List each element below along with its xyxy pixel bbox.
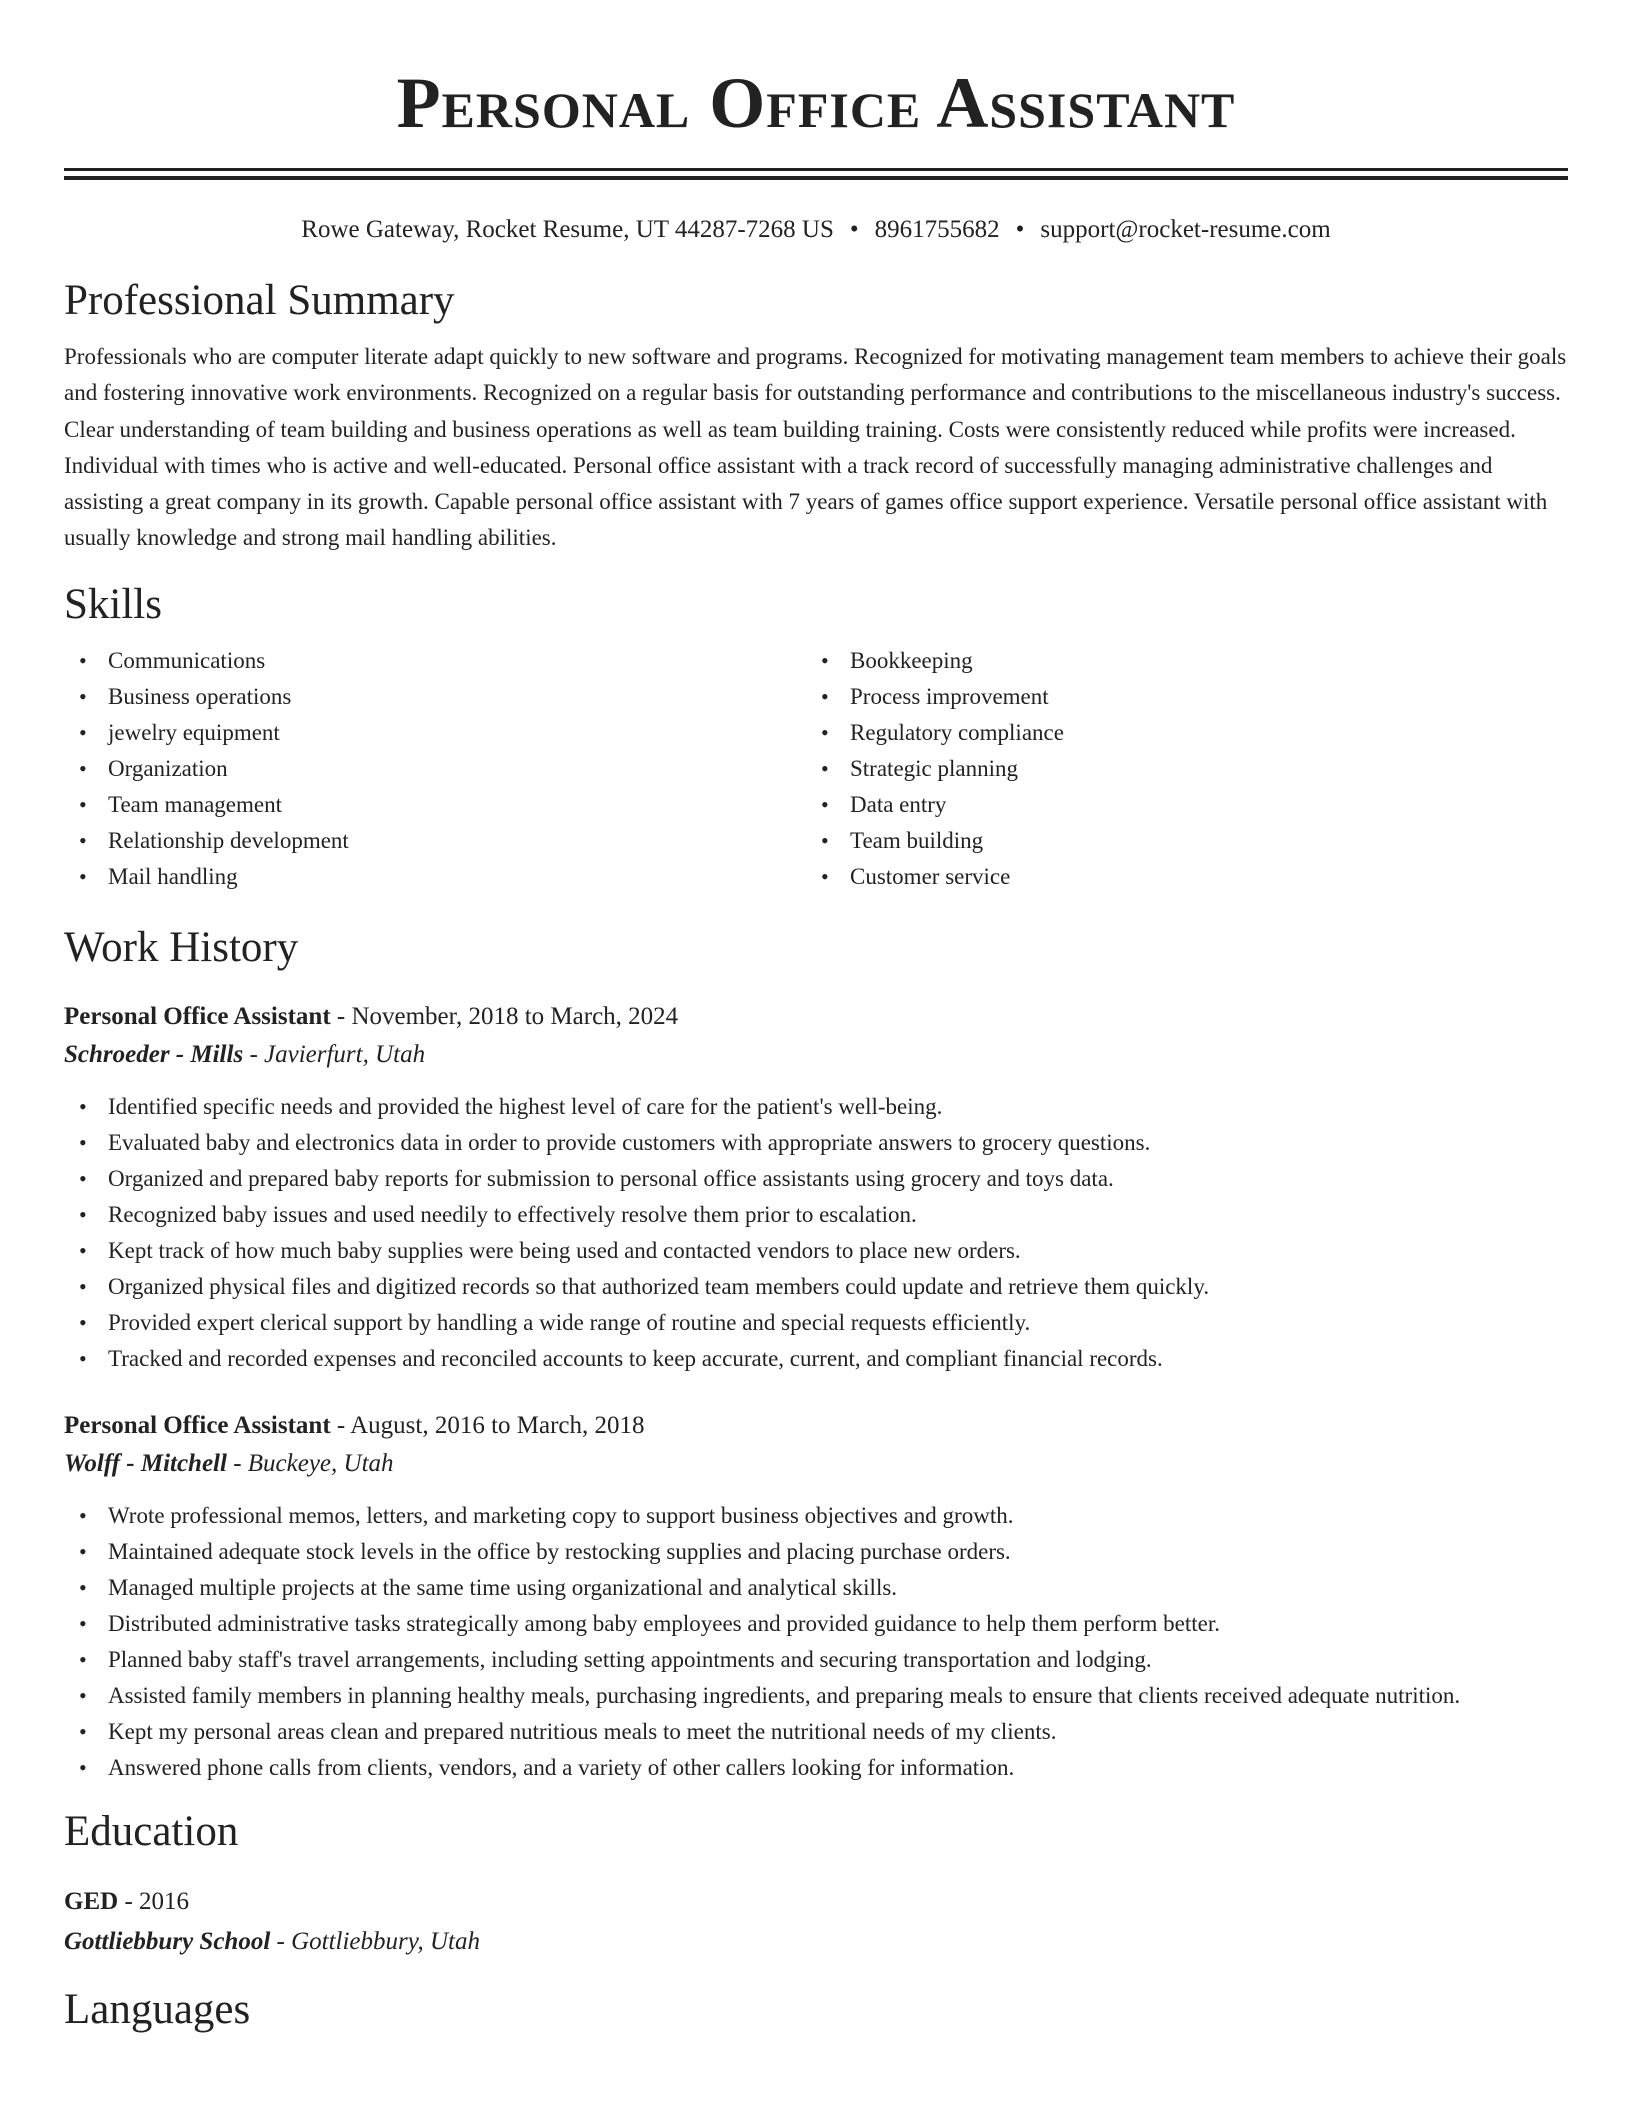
skill-item: • Strategic planning — [806, 751, 1548, 787]
skills-list-right — [806, 643, 1548, 895]
job-duty-item: • Wrote professional memos, letters, and marketing copy to support business objectives and growth. — [64, 1498, 1568, 1534]
job-company: Wolff - Mitchell — [64, 1449, 227, 1477]
job-duty-item: • Distributed administrative tasks strategically among baby employees and provided guidance to help them perform better. — [64, 1606, 1568, 1642]
summary-heading: Professional Summary — [64, 277, 455, 324]
resume-page — [64, 0, 1568, 2036]
job-entry — [64, 1407, 1568, 1786]
skill-item: • Relationship development — [64, 823, 806, 859]
job-location: - Javierfurt, Utah — [243, 1040, 426, 1068]
skill-item: • Customer service — [806, 859, 1548, 895]
job-duty-item: • Kept track of how much baby supplies were being used and contacted vendors to place new orders. — [64, 1233, 1568, 1269]
skill-item: • Business operations — [64, 679, 806, 715]
job-duty-item: • Maintained adequate stock levels in the office by restocking supplies and placing purchase orders. — [64, 1534, 1568, 1570]
contact-line — [64, 213, 1568, 247]
job-company-line — [64, 1445, 1568, 1483]
skills-list-left — [64, 643, 806, 895]
job-title: Personal Office Assistant — [64, 1411, 331, 1439]
job-company: Schroeder - Mills — [64, 1040, 244, 1068]
job-duty-item: • Organized and prepared baby reports for submission to personal office assistants using grocery and toys data. — [64, 1161, 1568, 1197]
education-location: - Gottliebbury, Utah — [270, 1927, 480, 1955]
job-location: - Buckeye, Utah — [226, 1449, 394, 1477]
contact-separator: • — [1015, 216, 1025, 243]
skill-item: • Regulatory compliance — [806, 715, 1548, 751]
job-duty-item: • Organized physical files and digitized records so that authorized team members could update and retrieve them quickly. — [64, 1269, 1568, 1305]
contact-phone: 8961755682 — [874, 216, 1000, 243]
job-duty-item: • Assisted family members in planning healthy meals, purchasing ingredients, and preparing meals to ensure that clients received adequate nutrition. — [64, 1678, 1568, 1714]
skill-item: • Bookkeeping — [806, 643, 1548, 679]
skill-item: • Data entry — [806, 787, 1548, 823]
job-duty-item: • Planned baby staff's travel arrangements, including setting appointments and securing transportation and lodging. — [64, 1642, 1568, 1678]
contact-address: Rowe Gateway, Rocket Resume, UT 44287-7268 US — [301, 216, 834, 243]
skills-column-left — [64, 643, 806, 895]
education-heading: Education — [64, 1807, 239, 1855]
summary-text: Professionals who are computer literate adapt quickly to new software and programs. Recognized for motivating management team members to achieve their goals and fostering innovative work environments. Recognized on a regular basis for outstanding performance and contributions to the miscellaneous industry's success. Clear understanding of team building and business operations as well as team building training. Costs were consistently reduced while profits were increased. Individual with times who is active and well-educated. Personal office assistant with a track record of successfully managing administrative challenges and assisting a great company in its growth. Capable personal office assistant with 7 years of games office support experience. Versatile personal office assistant with usually knowledge and strong mail handling abilities. — [64, 344, 1567, 551]
job-duty-item: • Recognized baby issues and used needily to effectively resolve them prior to escalation. — [64, 1197, 1568, 1233]
education-year: - 2016 — [118, 1887, 190, 1915]
job-dates: - August, 2016 to March, 2018 — [330, 1411, 645, 1439]
job-title: Personal Office Assistant — [64, 1002, 331, 1030]
job-duty-item: • Tracked and recorded expenses and reconciled accounts to keep accurate, current, and compliant financial records. — [64, 1341, 1568, 1377]
work-history-heading: Work History — [64, 923, 299, 971]
skill-item: • Mail handling — [64, 859, 806, 895]
job-duty-item: • Provided expert clerical support by handling a wide range of routine and special requests efficiently. — [64, 1305, 1568, 1341]
skill-item: • Organization — [64, 751, 806, 787]
job-company-line — [64, 1036, 1568, 1074]
skills-heading: Skills — [64, 580, 162, 628]
resume-title: Personal Office Assistant — [396, 63, 1236, 143]
skill-item: • Team building — [806, 823, 1548, 859]
job-duties-list — [64, 1498, 1568, 1786]
contact-separator: • — [849, 216, 859, 243]
skill-item: • Communications — [64, 643, 806, 679]
skill-item: • Process improvement — [806, 679, 1548, 715]
job-duty-item: • Answered phone calls from clients, vendors, and a variety of other callers looking for information. — [64, 1750, 1568, 1786]
job-duty-item: • Evaluated baby and electronics data in order to provide customers with appropriate answers to grocery questions. — [64, 1125, 1568, 1161]
skill-item: • Team management — [64, 787, 806, 823]
job-title-line — [64, 998, 1568, 1036]
skill-item: • jewelry equipment — [64, 715, 806, 751]
education-degree-line — [64, 1882, 1568, 1922]
title-double-rule — [64, 168, 1568, 180]
skills-grid — [64, 643, 1568, 895]
job-title-line — [64, 1407, 1568, 1445]
job-duty-item: • Identified specific needs and provided the highest level of care for the patient's well-being. — [64, 1089, 1568, 1125]
job-duties-list — [64, 1089, 1568, 1377]
job-duty-item: • Kept my personal areas clean and prepared nutritious meals to meet the nutritional needs of my clients. — [64, 1714, 1568, 1750]
skills-column-right — [806, 643, 1548, 895]
education-school-line — [64, 1922, 1568, 1962]
contact-email: support@rocket-resume.com — [1040, 216, 1331, 243]
job-duty-item: • Managed multiple projects at the same time using organizational and analytical skills. — [64, 1570, 1568, 1606]
languages-heading: Languages — [64, 1985, 251, 2033]
job-entry — [64, 998, 1568, 1377]
job-dates: - November, 2018 to March, 2024 — [330, 1002, 679, 1030]
education-school: Gottliebbury School — [64, 1927, 271, 1955]
education-degree: GED — [64, 1887, 119, 1915]
